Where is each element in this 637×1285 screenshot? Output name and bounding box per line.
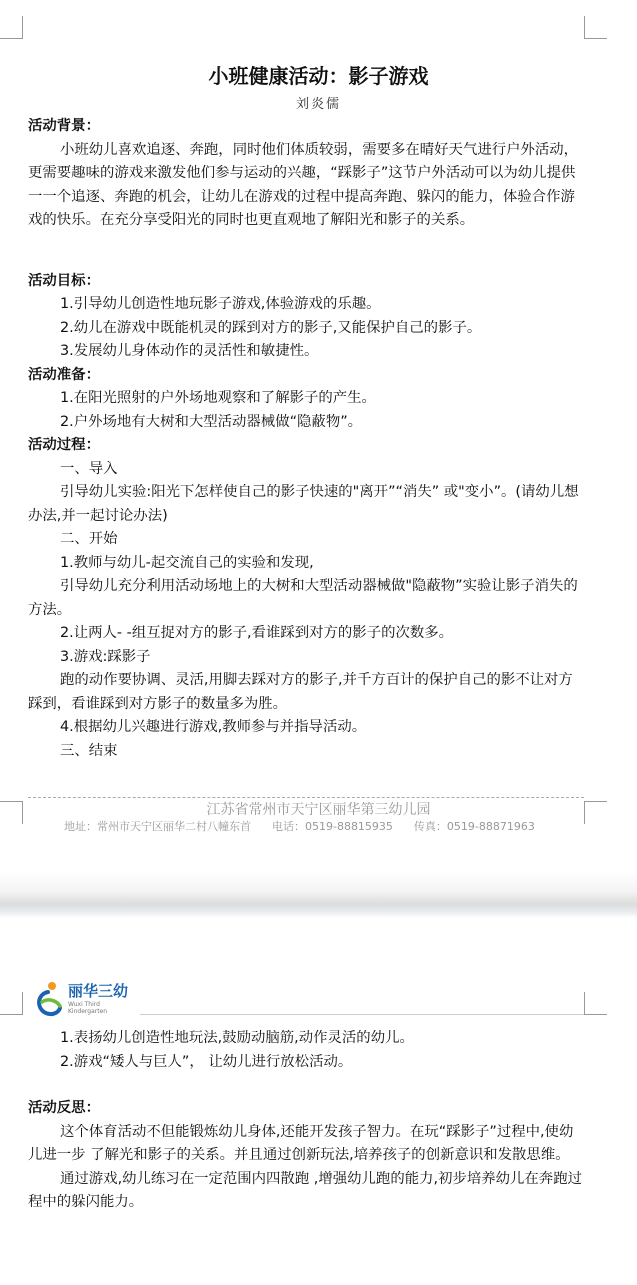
step-4: 4.根据幼儿兴趣进行游戏,教师参与并指导活动。	[60, 719, 367, 735]
background-paragraph: 小班幼儿喜欢追逐、奔跑，同时他们体质较弱，需要多在晴好天气进行户外活动，更需要趣味的游戏来激发他们参与运动的兴趣，“踩影子”这节户外活动可以为幼儿提供一一个追逐、奔跑的机会，让幼儿在游戏的过程中提高奔跑、躲闪的能力，体验合作游戏的快乐。在充分享受阳光的同时也更直观地了解阳光和影子的关系。	[28, 141, 579, 228]
crop-mark-top-right	[584, 16, 607, 39]
goals-heading: 活动目标：	[28, 272, 100, 289]
page-1-content	[28, 115, 584, 763]
footer-divider	[28, 797, 584, 798]
background-heading: 活动背景：	[28, 118, 100, 134]
prep-heading: 活动准备：	[28, 366, 100, 383]
goal-item: 3.发展幼儿身体动作的灵活性和敏捷性。	[60, 343, 319, 359]
reflection-heading: 活动反思：	[28, 1100, 100, 1116]
section-start-heading: 二、开始	[60, 531, 118, 547]
step-3-paragraph: 跑的动作要协调、灵活,用脚去踩对方的影子,并千方百计的保护自己的影不让对方踩到，看谁踩到对方影子的数量多为胜。	[28, 672, 573, 712]
school-logo	[34, 980, 134, 1020]
process-heading: 活动过程：	[28, 437, 100, 453]
page-gap	[0, 872, 637, 918]
end-item: 1.表扬幼儿创造性地玩法,鼓励动脑筋,动作灵活的幼儿。	[60, 1030, 414, 1046]
page-2-content	[28, 1027, 584, 1215]
step-3: 3.游戏:踩影子	[60, 648, 151, 665]
document-author: 刘炎儒	[295, 97, 341, 112]
crop-mark-top-right	[584, 992, 607, 1015]
kindergarten-logo-icon	[34, 980, 66, 1020]
reflection-paragraph-2: 通过游戏,幼儿练习在一定范围内四散跑 ,增强幼儿跑的能力,初步培养幼儿在奔跑过程中的躲闪能力。	[28, 1170, 582, 1210]
header-divider	[140, 1014, 584, 1015]
section-intro-heading: 一、导入	[60, 460, 118, 477]
logo-text: 丽华三幼	[68, 982, 129, 1000]
document-title: 小班健康活动：影子游戏	[208, 64, 429, 88]
crop-mark-top-left	[0, 992, 23, 1015]
step-1-paragraph: 引导幼儿充分利用活动场地上的大树和大型活动器械做"隐蔽物”实验让影子消失的方法。	[28, 578, 578, 618]
footer-contact: 地址：常州市天宁区丽华二村八幢东首 电话：0519-88815935 传真：0519-88871963	[64, 820, 535, 833]
intro-paragraph: 引导幼儿实验:阳光下怎样使自己的影子快速的"离开”“消失” 或"变小”。(请幼儿想办法,并一起讨论办法)	[28, 484, 579, 524]
end-item: 2.游戏“矮人与巨人”， 让幼儿进行放松活动。	[60, 1053, 353, 1070]
reflection-paragraph-1: 这个体育活动不但能锻炼幼儿身体,还能开发孩子智力。在玩“踩影子”过程中,使幼儿进一步 了解光和影子的关系。并且通过创新玩法,培养孩子的创新意识和发散思维。	[28, 1123, 574, 1163]
prep-item: 2.户外场地有大树和大型活动器械做“隐蔽物”。	[60, 413, 363, 430]
footer-school-name: 江苏省常州市天宁区丽华第三幼儿园	[206, 802, 431, 818]
crop-mark-top-left	[0, 16, 23, 39]
prep-item: 1.在阳光照射的户外场地观察和了解影子的产生。	[60, 390, 376, 406]
logo-subtitle: Wuxi Third Kindergarten	[68, 1001, 108, 1015]
section-end-heading: 三、结束	[60, 742, 118, 759]
goal-item: 1.引导幼儿创造性地玩影子游戏,体验游戏的乐趣。	[60, 296, 381, 312]
goal-item: 2.幼儿在游戏中既能机灵的踩到对方的影子,又能保护自己的影子。	[60, 319, 482, 336]
step-2: 2.让两人- -组互捉对方的影子,看谁踩到对方的影子的次数多。	[60, 625, 454, 641]
step-1: 1.教师与幼儿-起交流自己的实验和发现,	[60, 554, 314, 571]
